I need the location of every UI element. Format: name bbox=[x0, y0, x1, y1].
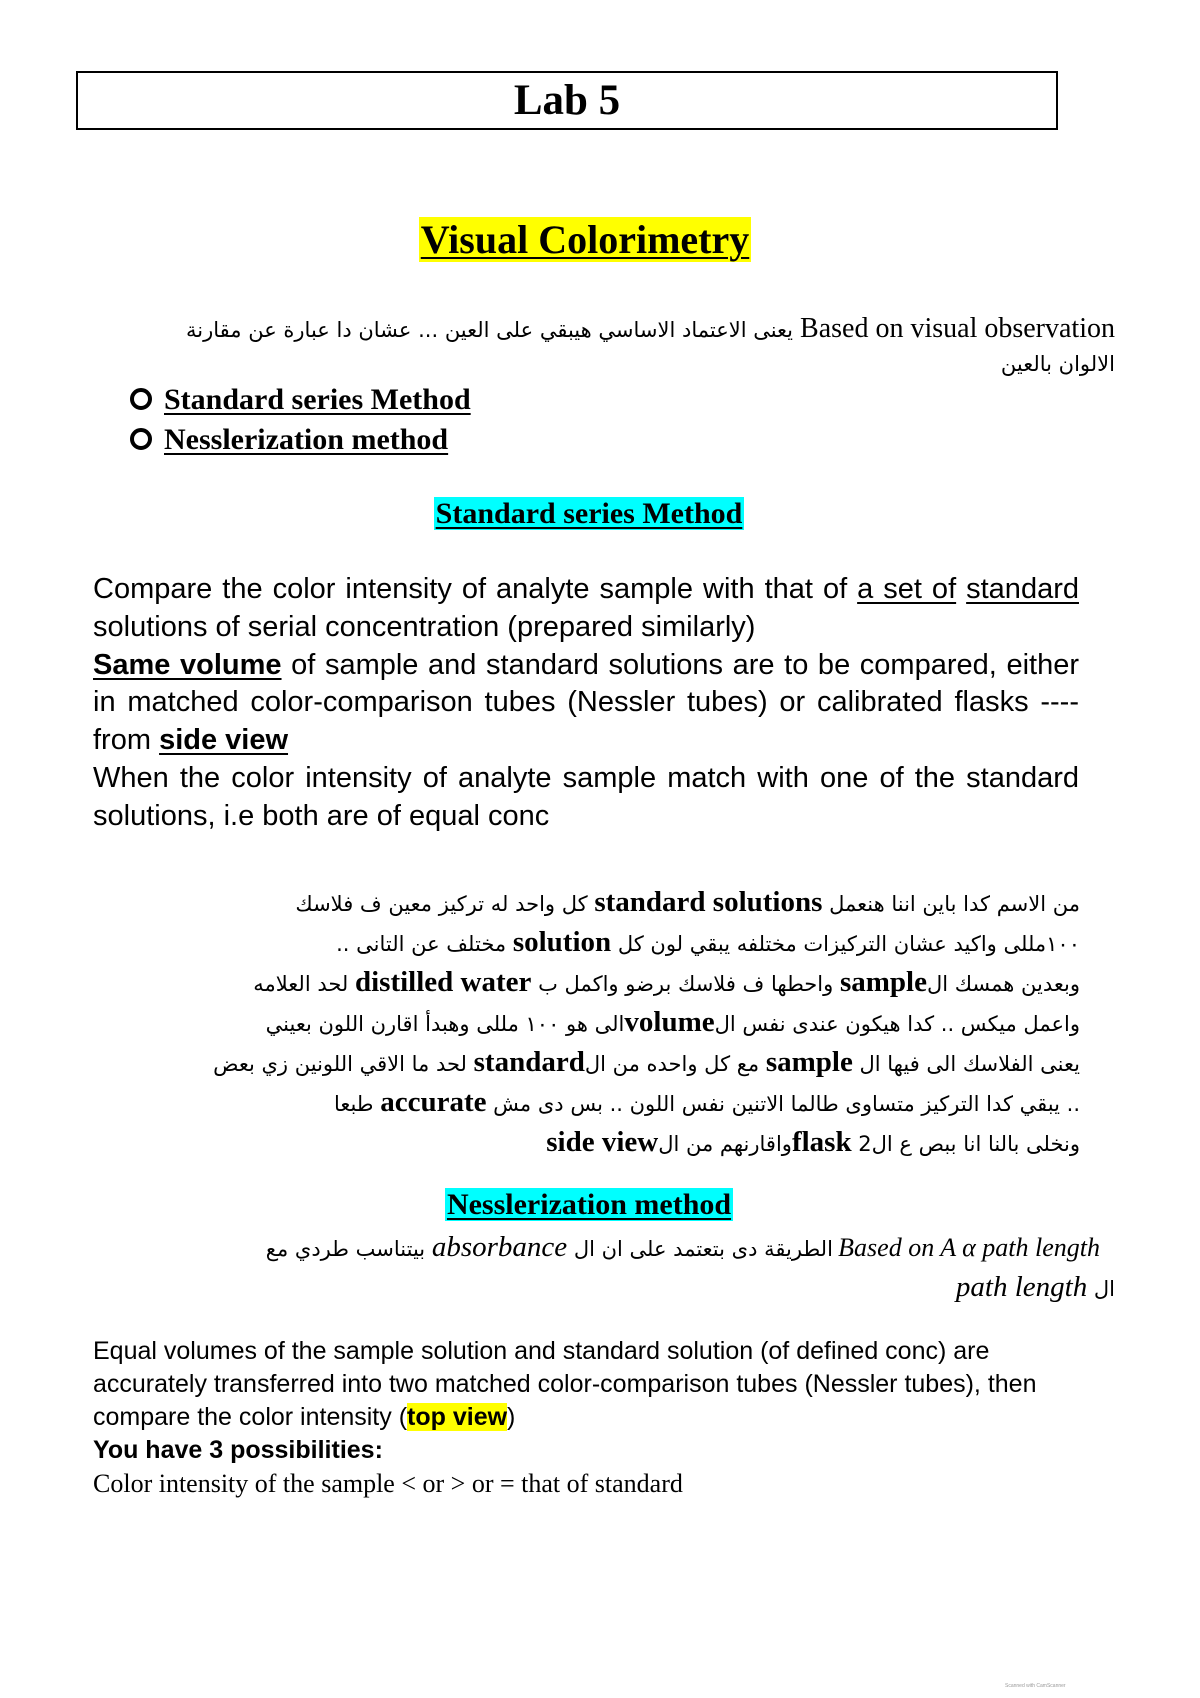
standard-heading bbox=[0, 495, 1178, 533]
method-label: Nesslerization method bbox=[164, 423, 449, 456]
nessler-paragraph bbox=[93, 1335, 1093, 1500]
nessler-formula-line-2: ال path length bbox=[955, 1271, 1115, 1303]
arabic-line: واعمل ميكس .. كدا هيكون عندى نفس الvolumeالى هو ١٠٠ مللى وهبدأ اقارن اللون بعيني bbox=[265, 1006, 1080, 1038]
standard-para-3: When the color intensity of analyte sample match with one of the standard solutions, i.e both are of equal conc bbox=[93, 761, 1079, 832]
arabic-line: ونخلى بالنا انا ببص ع ال2 flaskواقارنهم من الside view bbox=[546, 1126, 1080, 1158]
intro-line-2 bbox=[70, 352, 1115, 376]
arabic-line: وبعدين همسك الsample واحطها ف فلاسك برضو واكمل ب distilled water لحد العلامه bbox=[253, 966, 1080, 998]
circle-bullet-icon bbox=[130, 388, 152, 410]
intro-english: Based on visual observation bbox=[800, 313, 1115, 344]
standard-heading-text: Standard series Method bbox=[435, 497, 743, 530]
possibilities-text: Color intensity of the sample < or > or = that of standard bbox=[93, 1469, 683, 1498]
main-heading-text: Visual Colorimetry bbox=[420, 217, 750, 262]
method-bullet-nessler bbox=[130, 421, 448, 459]
nessler-heading bbox=[0, 1186, 1178, 1224]
nessler-para-1: Equal volumes of the sample solution and standard solution (of defined conc) are accurately transferred into two matched color-comparison tubes (Nessler tubes), then compare the color intensity (top view) bbox=[93, 1337, 1037, 1431]
possibilities-heading: You have 3 possibilities: bbox=[93, 1436, 383, 1464]
nessler-formula-line-1: Based on A α path length الطريقة دى بتعتمد على ان ال absorbance بيتناسب طردي مع bbox=[265, 1231, 1100, 1263]
standard-para-2: Same volume of sample and standard solutions are to be compared, either in matched color-comparison tubes (Nessler tubes) or calibrated flasks ---- from side view bbox=[93, 648, 1079, 757]
title-box bbox=[76, 71, 1058, 130]
arabic-line: ١٠٠مللى واكيد عشان التركيزات مختلفه يبقي لون كل solution مختلف عن التانى .. bbox=[336, 926, 1080, 958]
method-label: Standard series Method bbox=[164, 383, 471, 416]
arabic-line: من الاسم كدا باين اننا هنعمل standard solutions كل واحد له تركيز معين ف فلاسك bbox=[295, 886, 1080, 918]
arabic-line: يعنى الفلاسك الى فيها ال sample مع كل واحده من الstandard لحد ما الاقي اللونين زي بعض bbox=[213, 1046, 1080, 1078]
intro-arabic-2: الالوان بالعين bbox=[1000, 352, 1115, 376]
method-bullet-standard bbox=[130, 381, 471, 419]
scanner-watermark: Scanned with CamScanner bbox=[1005, 1683, 1066, 1689]
standard-para-1: Compare the color intensity of analyte sample with that of a set of standard solutions of serial concentration (prepared similarly) bbox=[93, 573, 1079, 643]
main-heading bbox=[0, 214, 1170, 266]
page-title: Lab 5 bbox=[513, 77, 621, 124]
intro-arabic-1: يعنى الاعتماد الاساسي هيبقي على العين ... عشان دا عبارة عن مقارنة bbox=[186, 318, 794, 342]
circle-bullet-icon bbox=[130, 428, 152, 450]
standard-paragraph bbox=[93, 571, 1079, 836]
nessler-heading-text: Nesslerization method bbox=[446, 1188, 732, 1221]
intro-line-1 bbox=[70, 311, 1115, 348]
arabic-line: .. يبقي كدا التركيز متساوى طالما الاتنين نفس اللون .. بس دى مش accurate طبعا bbox=[333, 1086, 1080, 1118]
